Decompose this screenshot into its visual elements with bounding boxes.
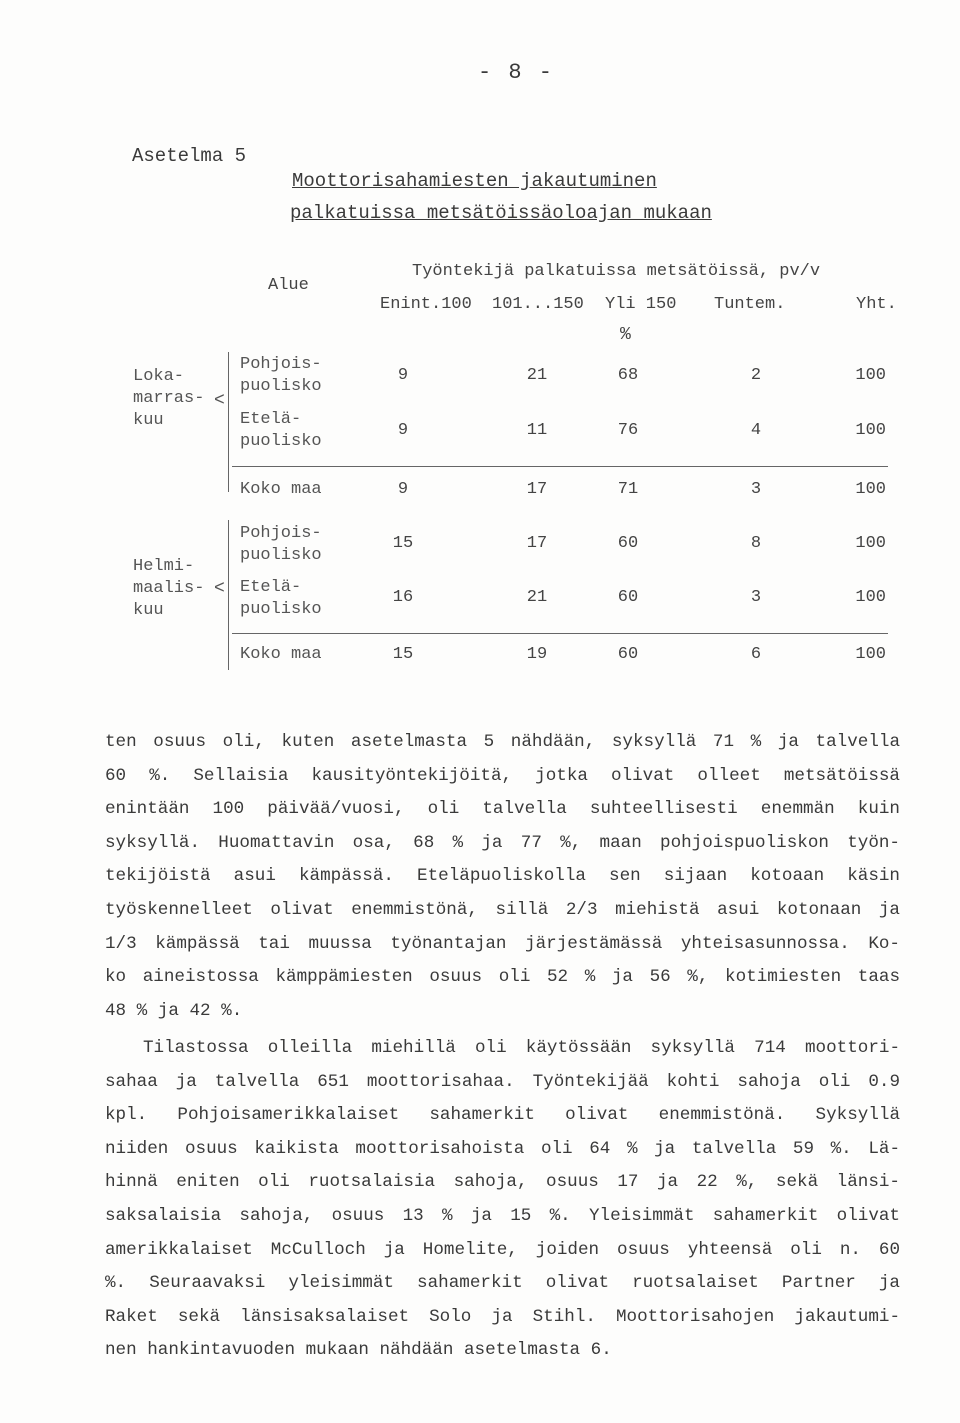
section-2-brace	[228, 520, 229, 670]
row-label-1-2b: puolisko	[240, 432, 322, 451]
row-label-1-2a: Etelä-	[240, 410, 302, 429]
cell: 19	[526, 645, 548, 664]
text-line: Tilastossa olleilla miehillä oli käytössään syksyllä 714 moottori-	[143, 1038, 900, 1058]
cell: 100	[855, 534, 886, 553]
col-header-1: 101...150	[492, 295, 584, 314]
col-header-3: Tuntem.	[714, 295, 786, 314]
text-line: syksyllä. Huomattavin osa, 68 % ja 77 %, maan pohjoispuoliskon työn-	[105, 832, 900, 853]
cell: 100	[855, 366, 886, 385]
paragraph-1	[105, 726, 900, 1028]
text-line: %. Seuraavaksi yleisimmät sahamerkit olivat ruotsalaiset Partner ja	[105, 1273, 900, 1294]
text-line: työskennelleet olivat enemmistönä, sillä 2/3 miehistä asui kotonaan ja	[105, 899, 900, 920]
cell: 11	[526, 421, 548, 440]
season-label-1b: marras-	[133, 389, 205, 408]
subtotal-rule-2	[232, 633, 888, 634]
text-line: niiden osuus kaikista moottorisahoista oli 64 % ja talvella 59 %. Lä-	[105, 1138, 900, 1159]
season-label-2c: kuu	[133, 601, 164, 620]
text-line: 60 %. Sellaisia kausityöntekijöitä, jotka olivat olleet metsätöissä	[105, 765, 900, 786]
cell: 4	[750, 421, 762, 440]
text-line: sahaa ja talvella 651 moottorisahaa. Työntekijää kohti sahoja oli 0.9	[105, 1071, 900, 1092]
cell: 21	[526, 366, 548, 385]
table-title-line-2: palkatuissa metsätöissäoloajan mukaan	[290, 202, 712, 224]
cell: 9	[397, 421, 409, 440]
cell: 2	[750, 366, 762, 385]
cell: 16	[392, 588, 414, 607]
text-line: amerikkalaiset McCulloch ja Homelite, joiden osuus yhteensä oli n. 60	[105, 1239, 900, 1260]
row-label-2-1b: puolisko	[240, 546, 322, 565]
cell: 8	[750, 534, 762, 553]
cell: 100	[855, 588, 886, 607]
cell: 17	[526, 480, 548, 499]
cell: 60	[617, 645, 639, 664]
row-label-1-1b: puolisko	[240, 377, 322, 396]
cell: 17	[526, 534, 548, 553]
text-line: nen hankintavuoden mukaan nähdään asetelmasta 6.	[105, 1340, 612, 1361]
season-label-1a: Loka-	[133, 367, 185, 386]
cell: 21	[526, 588, 548, 607]
text-line: kpl. Pohjoisamerikkalaiset sahamerkit olivat enemmistönä. Syksyllä	[105, 1105, 900, 1126]
unit-label: %	[620, 325, 631, 345]
cell: 9	[397, 480, 409, 499]
col-header-4: Yht.	[856, 295, 897, 314]
paragraph-2	[105, 1032, 900, 1368]
cell: 15	[392, 534, 414, 553]
row-label-2-1a: Pohjois-	[240, 524, 322, 543]
cell: 100	[855, 421, 886, 440]
cell: 100	[855, 645, 886, 664]
page-number: - 8 -	[478, 60, 555, 85]
text-line: saksalaisia sahoja, osuus 13 % ja 15 %. Yleisimmät sahamerkit olivat	[105, 1205, 900, 1226]
row-label-1-1a: Pohjois-	[240, 355, 322, 374]
subtotal-rule-1	[232, 466, 888, 467]
cell: 60	[617, 588, 639, 607]
cell: 6	[750, 645, 762, 664]
group-header: Työntekijä palkatuissa metsätöissä, pv/v	[412, 262, 821, 281]
text-line: enintään 100 päivää/vuosi, oli talvella suhteellisesti enemmän kuin	[105, 799, 900, 820]
season-label-1c: kuu	[133, 411, 164, 430]
col-header-0: Enint.100	[380, 295, 472, 314]
cell: 60	[617, 534, 639, 553]
table-title-line-1: Moottorisahamiesten jakautuminen	[292, 170, 657, 192]
area-header: Alue	[268, 276, 309, 295]
text-line: tekijöistä asui kämpässä. Eteläpuoliskolla sen sijaan kotoaan käsin	[105, 866, 900, 887]
cell: 9	[397, 366, 409, 385]
text-line: ko aineistossa kämppämiesten osuus oli 52 % ja 56 %, kotimiesten taas	[105, 967, 900, 988]
exhibit-label: Asetelma 5	[132, 145, 247, 167]
brace-symbol: <	[214, 391, 225, 411]
cell: 76	[617, 421, 639, 440]
text-line: Raket sekä länsisaksalaiset Solo ja Stihl. Moottorisahojen jakautumi-	[105, 1306, 900, 1327]
cell: 100	[855, 480, 886, 499]
row-label-2-total: Koko maa	[240, 645, 322, 664]
text-line: 48 % ja 42 %.	[105, 1000, 243, 1021]
text-line: 1/3 kämpässä tai muussa työnantajan järjestämässä yhteisasunnossa. Ko-	[105, 933, 900, 954]
brace-symbol: <	[214, 579, 225, 599]
season-label-2a: Helmi-	[133, 557, 195, 576]
cell: 3	[750, 588, 762, 607]
cell: 68	[617, 366, 639, 385]
text-line: ten osuus oli, kuten asetelmasta 5 nähdään, syksyllä 71 % ja talvella	[105, 732, 900, 752]
row-label-2-2a: Etelä-	[240, 578, 302, 597]
cell: 71	[617, 480, 639, 499]
cell: 3	[750, 480, 762, 499]
row-label-2-2b: puolisko	[240, 600, 322, 619]
row-label-1-total: Koko maa	[240, 480, 322, 499]
season-label-2b: maalis-	[133, 579, 205, 598]
text-line: hinnä eniten oli ruotsalaisia sahoja, osuus 17 ja 22 %, sekä länsi-	[105, 1172, 900, 1193]
cell: 15	[392, 645, 414, 664]
section-1-brace	[228, 352, 229, 492]
col-header-2: Yli 150	[605, 295, 677, 314]
